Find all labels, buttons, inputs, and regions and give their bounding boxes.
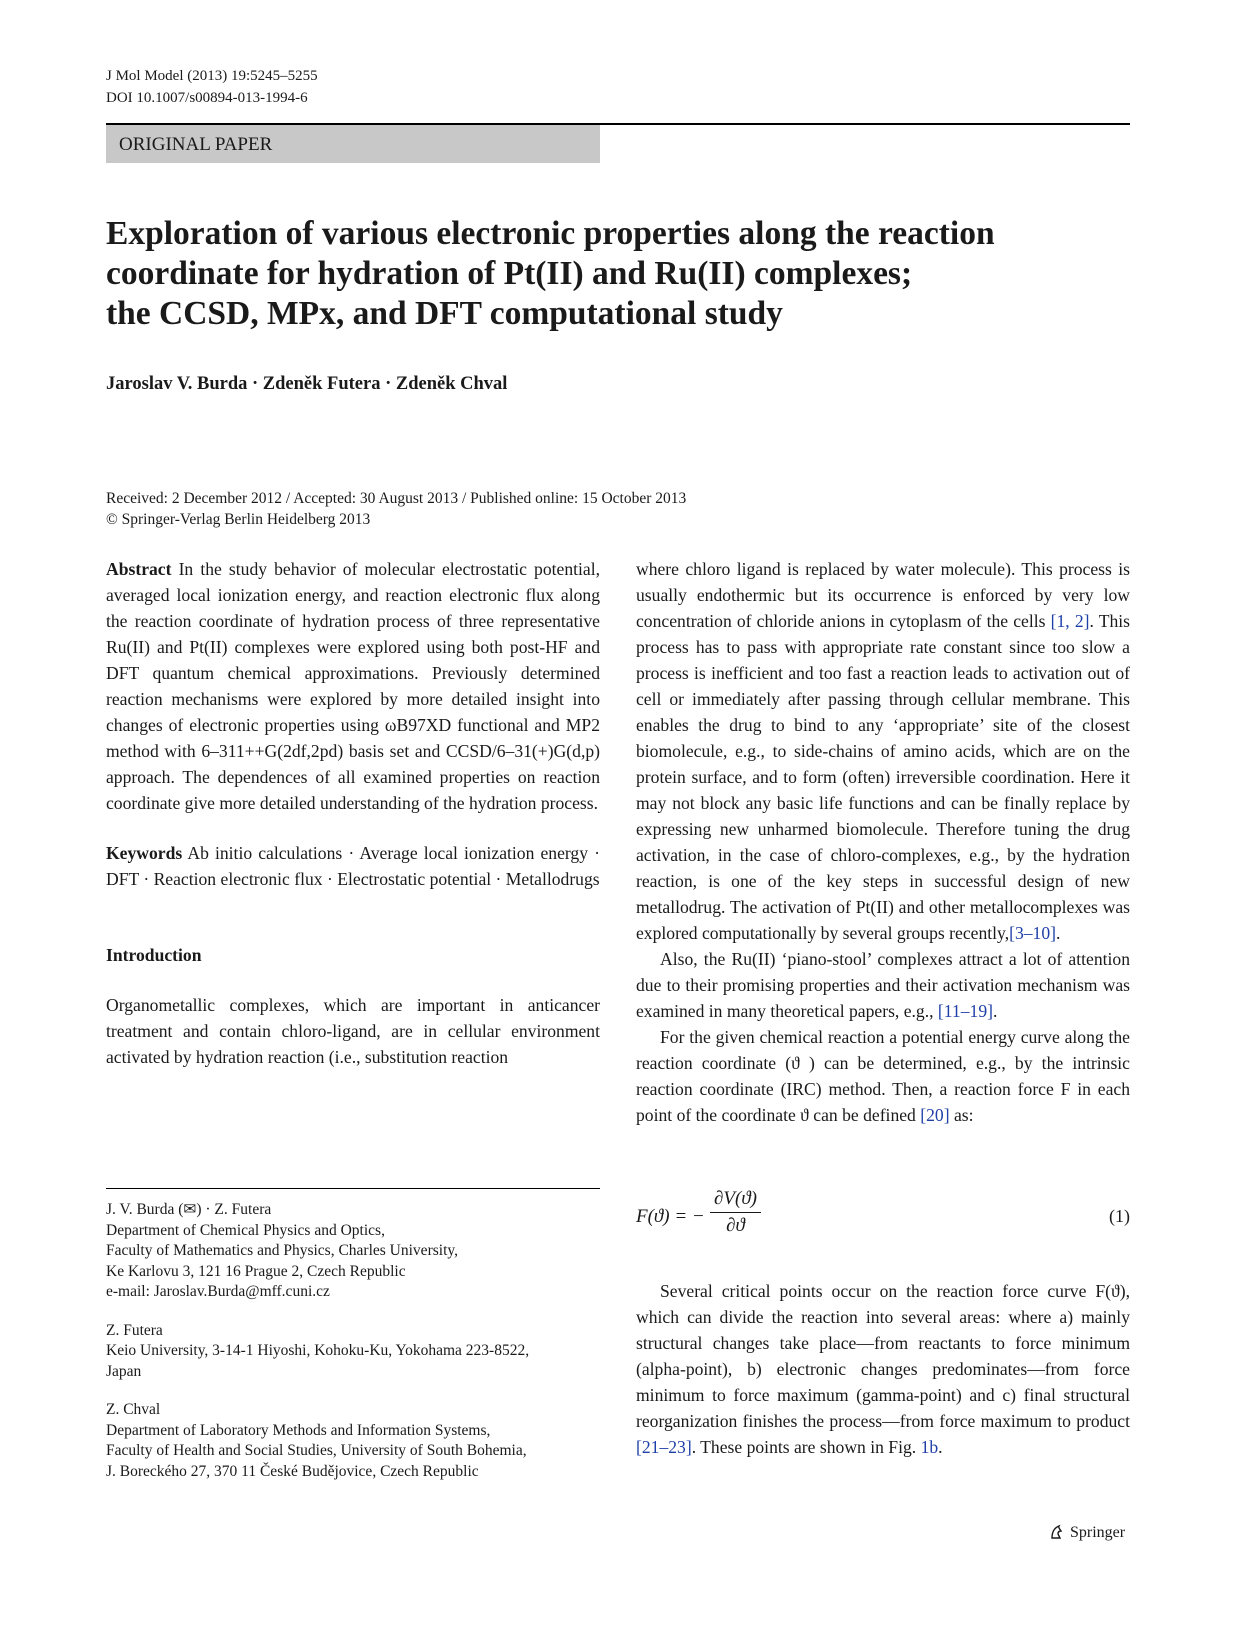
affiliations: [106, 1188, 600, 1482]
abstract-text: In the study behavior of molecular electrostatic potential, averaged local ionization energy, and reaction electronic flux along the reaction coordinate of hydration process of three representative Ru(II) and Pt(II) complexes were explored using both post-HF and DFT quantum chemical approximations. Previously determined reaction mechanisms were explored by more detailed insight into changes of electronic properties using ωB97XD functional and MP2 method with 6–311++G(2df,2pd) basis set and CCSD/6–31(+)G(d,p) approach. The dependences of all examined properties on reaction coordinate give more detailed understanding of the hydration process.: [106, 559, 600, 813]
equation-lhs: F(ϑ) = −: [636, 1206, 705, 1227]
affil-3-line: Faculty of Health and Social Studies, University of South Bohemia,: [106, 1442, 527, 1459]
equation-numerator: ∂V(ϑ): [710, 1188, 761, 1213]
affil-2-name: Z. Futera: [106, 1321, 163, 1339]
copyright-line: © Springer-Verlag Berlin Heidelberg 2013: [106, 511, 371, 528]
citation-link[interactable]: [21–23]: [636, 1437, 692, 1457]
keywords: [106, 840, 600, 892]
journal-citation: J Mol Model (2013) 19:5245–5255: [106, 68, 318, 84]
title-line-2: coordinate for hydration of Pt(II) and Ru(II) complexes;: [106, 255, 913, 292]
springer-logo: [1048, 1523, 1125, 1542]
affil-3-line: J. Boreckého 27, 370 11 České Budějovice, Czech Republic: [106, 1462, 479, 1480]
affil-1-line: Department of Chemical Physics and Optics,: [106, 1221, 385, 1239]
affil-3-name: Z. Chval: [106, 1401, 161, 1418]
section-label: ORIGINAL PAPER: [119, 134, 273, 155]
citation-link[interactable]: [20]: [920, 1105, 950, 1125]
equation-fraction: [710, 1188, 761, 1237]
title-line-1: Exploration of various electronic properties along the reaction: [106, 215, 995, 252]
citation-link[interactable]: [11–19]: [937, 1001, 993, 1021]
left-column: [106, 556, 600, 1070]
publication-dates: [106, 488, 686, 530]
affil-1-names: J. V. Burda (✉) · Z. Futera: [106, 1201, 272, 1218]
doi: DOI 10.1007/s00894-013-1994-6: [106, 90, 308, 106]
affil-2-line: Japan: [106, 1362, 142, 1380]
authors: Jaroslav V. Burda · Zdeněk Futera · Zdeněk Chval: [106, 374, 508, 394]
citation-link[interactable]: [1, 2]: [1050, 611, 1090, 631]
right-column-continued: [636, 1278, 1130, 1460]
publisher-name: Springer: [1070, 1524, 1126, 1541]
section-bar: [106, 125, 600, 163]
equation-number: (1): [1109, 1206, 1130, 1226]
right-paragraph-1: where chloro ligand is replaced by water molecule). This process is usually endothermic but its occurrence is enforced by very low concentration of chloride anions in cytoplasm of the cells [1, 2]. This process has to pass with appropriate rate constant since too slow a process is inefficient and too fast a reaction leads to activation out of cell or immediately after passing through cellular membrane. This enables the drug to bind to any ‘appropriate’ site of the closest biomolecule, e.g., to side-chains of amino acids, which are on the protein surface, and to form (often) irreversible coordination. Here it may not block any basic life functions and can be finally replace by expressing new unharmed biomolecule. Therefore tuning the drug activation, in the case of chloro-complexes, e.g., by the hydration reaction, is one of the key steps in successful design of new metallodrug. The activation of Pt(II) and other metallocomplexes was explored computationally by several groups recently,[3–10].: [636, 559, 1130, 943]
introduction-heading: Introduction: [106, 945, 202, 965]
abstract: [106, 556, 600, 816]
dates-line: Received: 2 December 2012 / Accepted: 30 August 2013 / Published online: 15 October 2013: [106, 490, 687, 507]
keywords-label: Keywords: [106, 843, 183, 863]
citation-link[interactable]: [3–10]: [1009, 923, 1056, 943]
introduction-paragraph: Organometallic complexes, which are important in anticancer treatment and contain chloro-ligand, are in cellular environment activated by hydration reaction (i.e., substitution reaction: [106, 995, 600, 1067]
affil-1-email: e-mail: Jaroslav.Burda@mff.cuni.cz: [106, 1283, 330, 1300]
affil-1-line: Ke Karlovu 3, 121 16 Prague 2, Czech Republic: [106, 1262, 406, 1280]
figure-link[interactable]: 1b: [920, 1437, 939, 1457]
keywords-text: Ab initio calculations · Average local ionization energy · DFT · Reaction electronic flux · Electrostatic potential · Metallodrugs: [106, 843, 600, 889]
equation-denominator: ∂ϑ: [726, 1215, 745, 1236]
affil-1-line: Faculty of Mathematics and Physics, Charles University,: [106, 1242, 458, 1259]
right-column: [636, 556, 1130, 1128]
paper-title: [106, 214, 1136, 334]
abstract-label: Abstract: [106, 559, 172, 579]
affil-2-line: Keio University, 3-14-1 Hiyoshi, Kohoku-Ku, Yokohama 223-8522,: [106, 1342, 530, 1359]
springer-horse-icon: [1048, 1523, 1066, 1541]
title-line-3: the CCSD, MPx, and DFT computational study: [106, 295, 783, 332]
right-paragraph-2: Also, the Ru(II) ‘piano-stool’ complexes attract a lot of attention due to their promising properties and their activation mechanism was examined in many theoretical papers, e.g., [11–19].: [636, 949, 1130, 1021]
equation-1: [636, 1188, 1130, 1248]
affil-3-line: Department of Laboratory Methods and Information Systems,: [106, 1421, 491, 1439]
right-paragraph-3: For the given chemical reaction a potential energy curve along the reaction coordinate (ϑ ) can be determined, e.g., by the intrinsic reaction coordinate (IRC) method. Then, a reaction force F in each point of the coordinate ϑ can be defined [20] as:: [636, 1027, 1130, 1125]
right-paragraph-4: Several critical points occur on the reaction force curve F(ϑ), which can divide the reaction into several areas: where a) mainly structural changes take place—from reactants to force minimum (alpha-point), b) electronic changes predominates—from force minimum to force maximum (gamma-point) and c) final structural reorganization finishes the process—from force maximum to product [21–23]. These points are shown in Fig. 1b.: [636, 1281, 1130, 1457]
